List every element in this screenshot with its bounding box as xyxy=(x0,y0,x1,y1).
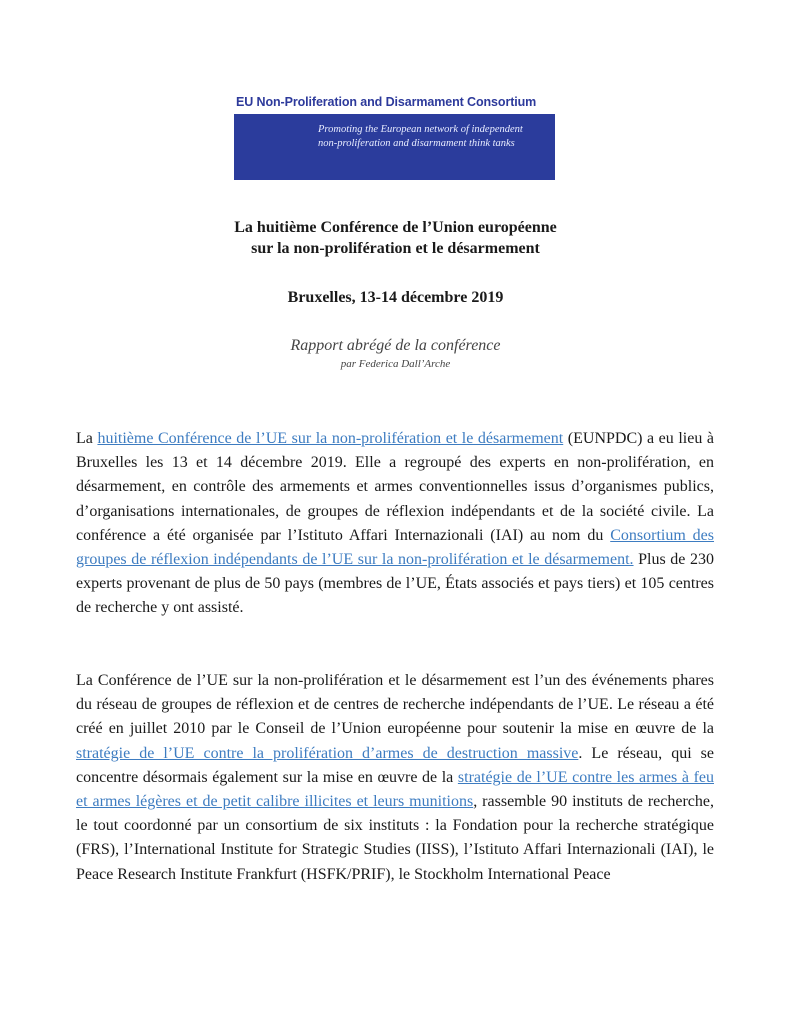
paragraph-1-text-c: Plus de 230 experts provenant de plus de 50 pays (membres de l’UE, États associés et pays tiers) et 105 centres de recherche y ont assisté. xyxy=(76,551,715,617)
wmd-strategy-link[interactable]: stratégie de l’UE contre la prolifération d’armes de destruction massive xyxy=(76,744,579,762)
title-line-1: La huitième Conférence de l’Union européenne xyxy=(234,219,557,236)
title-line-2: sur la non-prolifération et le désarmement xyxy=(251,240,540,257)
logo-title: EU Non-Proliferation and Disarmament Consortium xyxy=(236,95,537,109)
logo-tagline-line-2: non-proliferation and disarmament think tanks xyxy=(318,138,515,149)
paragraph-2-text-b: . Le réseau, qui se concentre désormais également sur la mise en œuvre de la xyxy=(76,744,714,786)
paragraph-1 xyxy=(76,427,714,621)
paragraph-1-text-b: (EUNPDC) a eu lieu à Bruxelles les 13 et 14 décembre 2019. Elle a regroupé des experts en non-prolifération, en désarmement, en contrôle des armements et armes conventionnelles issus d’organismes publics, d’organisations internationales, de groupes de réflexion indépendants et de la société civile. La conférence a été organisée par l’Istituto Affari Internazionali (IAI) au nom du xyxy=(76,430,714,544)
logo-banner xyxy=(234,114,555,180)
paragraph-1-text-a: La xyxy=(76,430,98,447)
logo-tagline-line-1: Promoting the European network of independent xyxy=(318,124,523,135)
paragraph-2 xyxy=(76,669,714,887)
place-date: Bruxelles, 13-14 décembre 2019 xyxy=(287,289,504,306)
author-line: par Federica Dall’Arche xyxy=(340,358,451,370)
report-type: Rapport abrégé de la conférence xyxy=(290,337,501,354)
conference-link[interactable]: huitième Conférence de l’UE sur la non-prolifération et le désarmement xyxy=(97,430,564,447)
paragraph-2-text-a: La Conférence de l’UE sur la non-prolifération et le désarmement est l’un des événements phares du réseau de groupes de réflexion et de centres de recherche indépendants de l’UE. Le réseau a été créé en juillet 2010 par le Conseil de l’Union européenne pour soutenir la mise en œuvre de la xyxy=(76,672,714,738)
document-title xyxy=(0,217,791,259)
paragraph-2-text-c: , rassemble 90 instituts de recherche, le tout coordonné par un consortium de six instituts : la Fondation pour la recherche stratégique (FRS), l’International Institute for Strategic Studies (IISS), l’Istituto Affari Internazionali (IAI), le Peace Research Institute Frankfurt (HSFK/PRIF), le Stockholm International Peace xyxy=(76,793,715,883)
logo-tagline xyxy=(318,123,550,151)
consortium-link[interactable]: Consortium des groupes de réflexion indépendants de l’UE sur la non-prolifération et le désarmement. xyxy=(76,526,715,569)
consortium-logo xyxy=(234,92,555,180)
salw-strategy-link[interactable]: stratégie de l’UE contre les armes à feu et armes légères et de petit calibre illicites et leurs munitions xyxy=(76,768,714,811)
